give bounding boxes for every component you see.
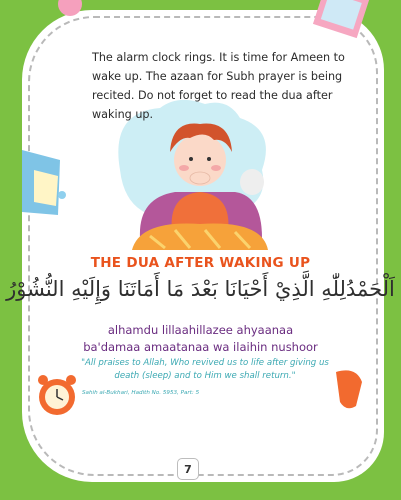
story-text: The alarm clock rings. It is time for Ameen to wake up. The azaan for Subh prayer is being recited. Do not forget to read the dua after waking up. [92, 51, 345, 121]
curtain-window-decoration [22, 150, 60, 215]
translation-text: "All praises to Allah, Who revived us to life after giving us death (sleep) and to Him we shall return." [81, 358, 329, 381]
picture-frame-decoration [313, 0, 369, 38]
arabic-dua: اَلْحَمْدُلِلّٰهِ الَّذِيْ أَحْيَانَا بَعْدَ مَا أَمَاتَنَا وَإِلَيْهِ النُّشُوْرُ [6, 277, 395, 301]
alarm-clock-icon [38, 375, 76, 415]
star-decoration [58, 191, 66, 199]
transliteration [0, 322, 401, 356]
slipper-icon [336, 370, 362, 408]
page-number: 7 [177, 458, 199, 480]
flower-decoration [58, 0, 82, 16]
dua-title: THE DUA AFTER WAKING UP [90, 255, 311, 271]
transliteration-line-1: alhamdu lillaahillazee ahyaanaa [107, 323, 294, 337]
transliteration-line-2: ba'damaa amaatanaa wa ilaihin nushoor [83, 340, 318, 354]
hadith-source: Sahih al-Bukhari, Hadith No. 5953, Part: 5 [82, 390, 200, 396]
